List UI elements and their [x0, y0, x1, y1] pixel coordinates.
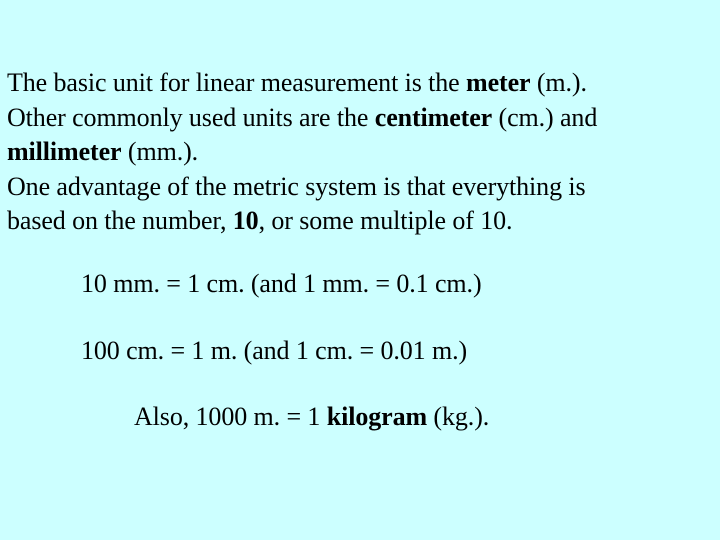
intro-text: based on the number,	[7, 206, 233, 235]
term-kilogram: kilogram	[326, 402, 428, 431]
intro-line-2	[7, 101, 707, 136]
term-centimeter: centimeter	[374, 102, 493, 132]
equation-mm-cm: 10 mm. = 1 cm. (and 1 mm. = 0.1 cm.)	[81, 269, 482, 298]
intro-line-1	[7, 66, 707, 101]
intro-text: , or some multiple of 10.	[258, 206, 513, 235]
intro-text: (cm.) and	[492, 102, 598, 132]
intro-paragraph	[7, 66, 707, 239]
term-meter: meter	[466, 68, 531, 97]
term-ten: 10	[232, 206, 259, 235]
intro-line-4: One advantage of the metric system is that everything is	[7, 171, 586, 201]
intro-line-5	[7, 204, 707, 239]
equation-text: Also, 1000 m. = 1	[134, 402, 327, 431]
intro-text: (m.).	[530, 68, 587, 97]
equation-kilogram	[134, 402, 489, 432]
equation-text: (kg.).	[427, 402, 490, 431]
intro-text: The basic unit for linear measurement is the	[7, 68, 467, 97]
intro-text: Other commonly used units are the	[7, 102, 375, 132]
term-millimeter: millimeter	[7, 137, 122, 166]
equation-cm-m: 100 cm. = 1 m. (and 1 cm. = 0.01 m.)	[81, 336, 468, 365]
intro-text: (mm.).	[121, 137, 199, 166]
intro-line-3	[7, 135, 707, 170]
